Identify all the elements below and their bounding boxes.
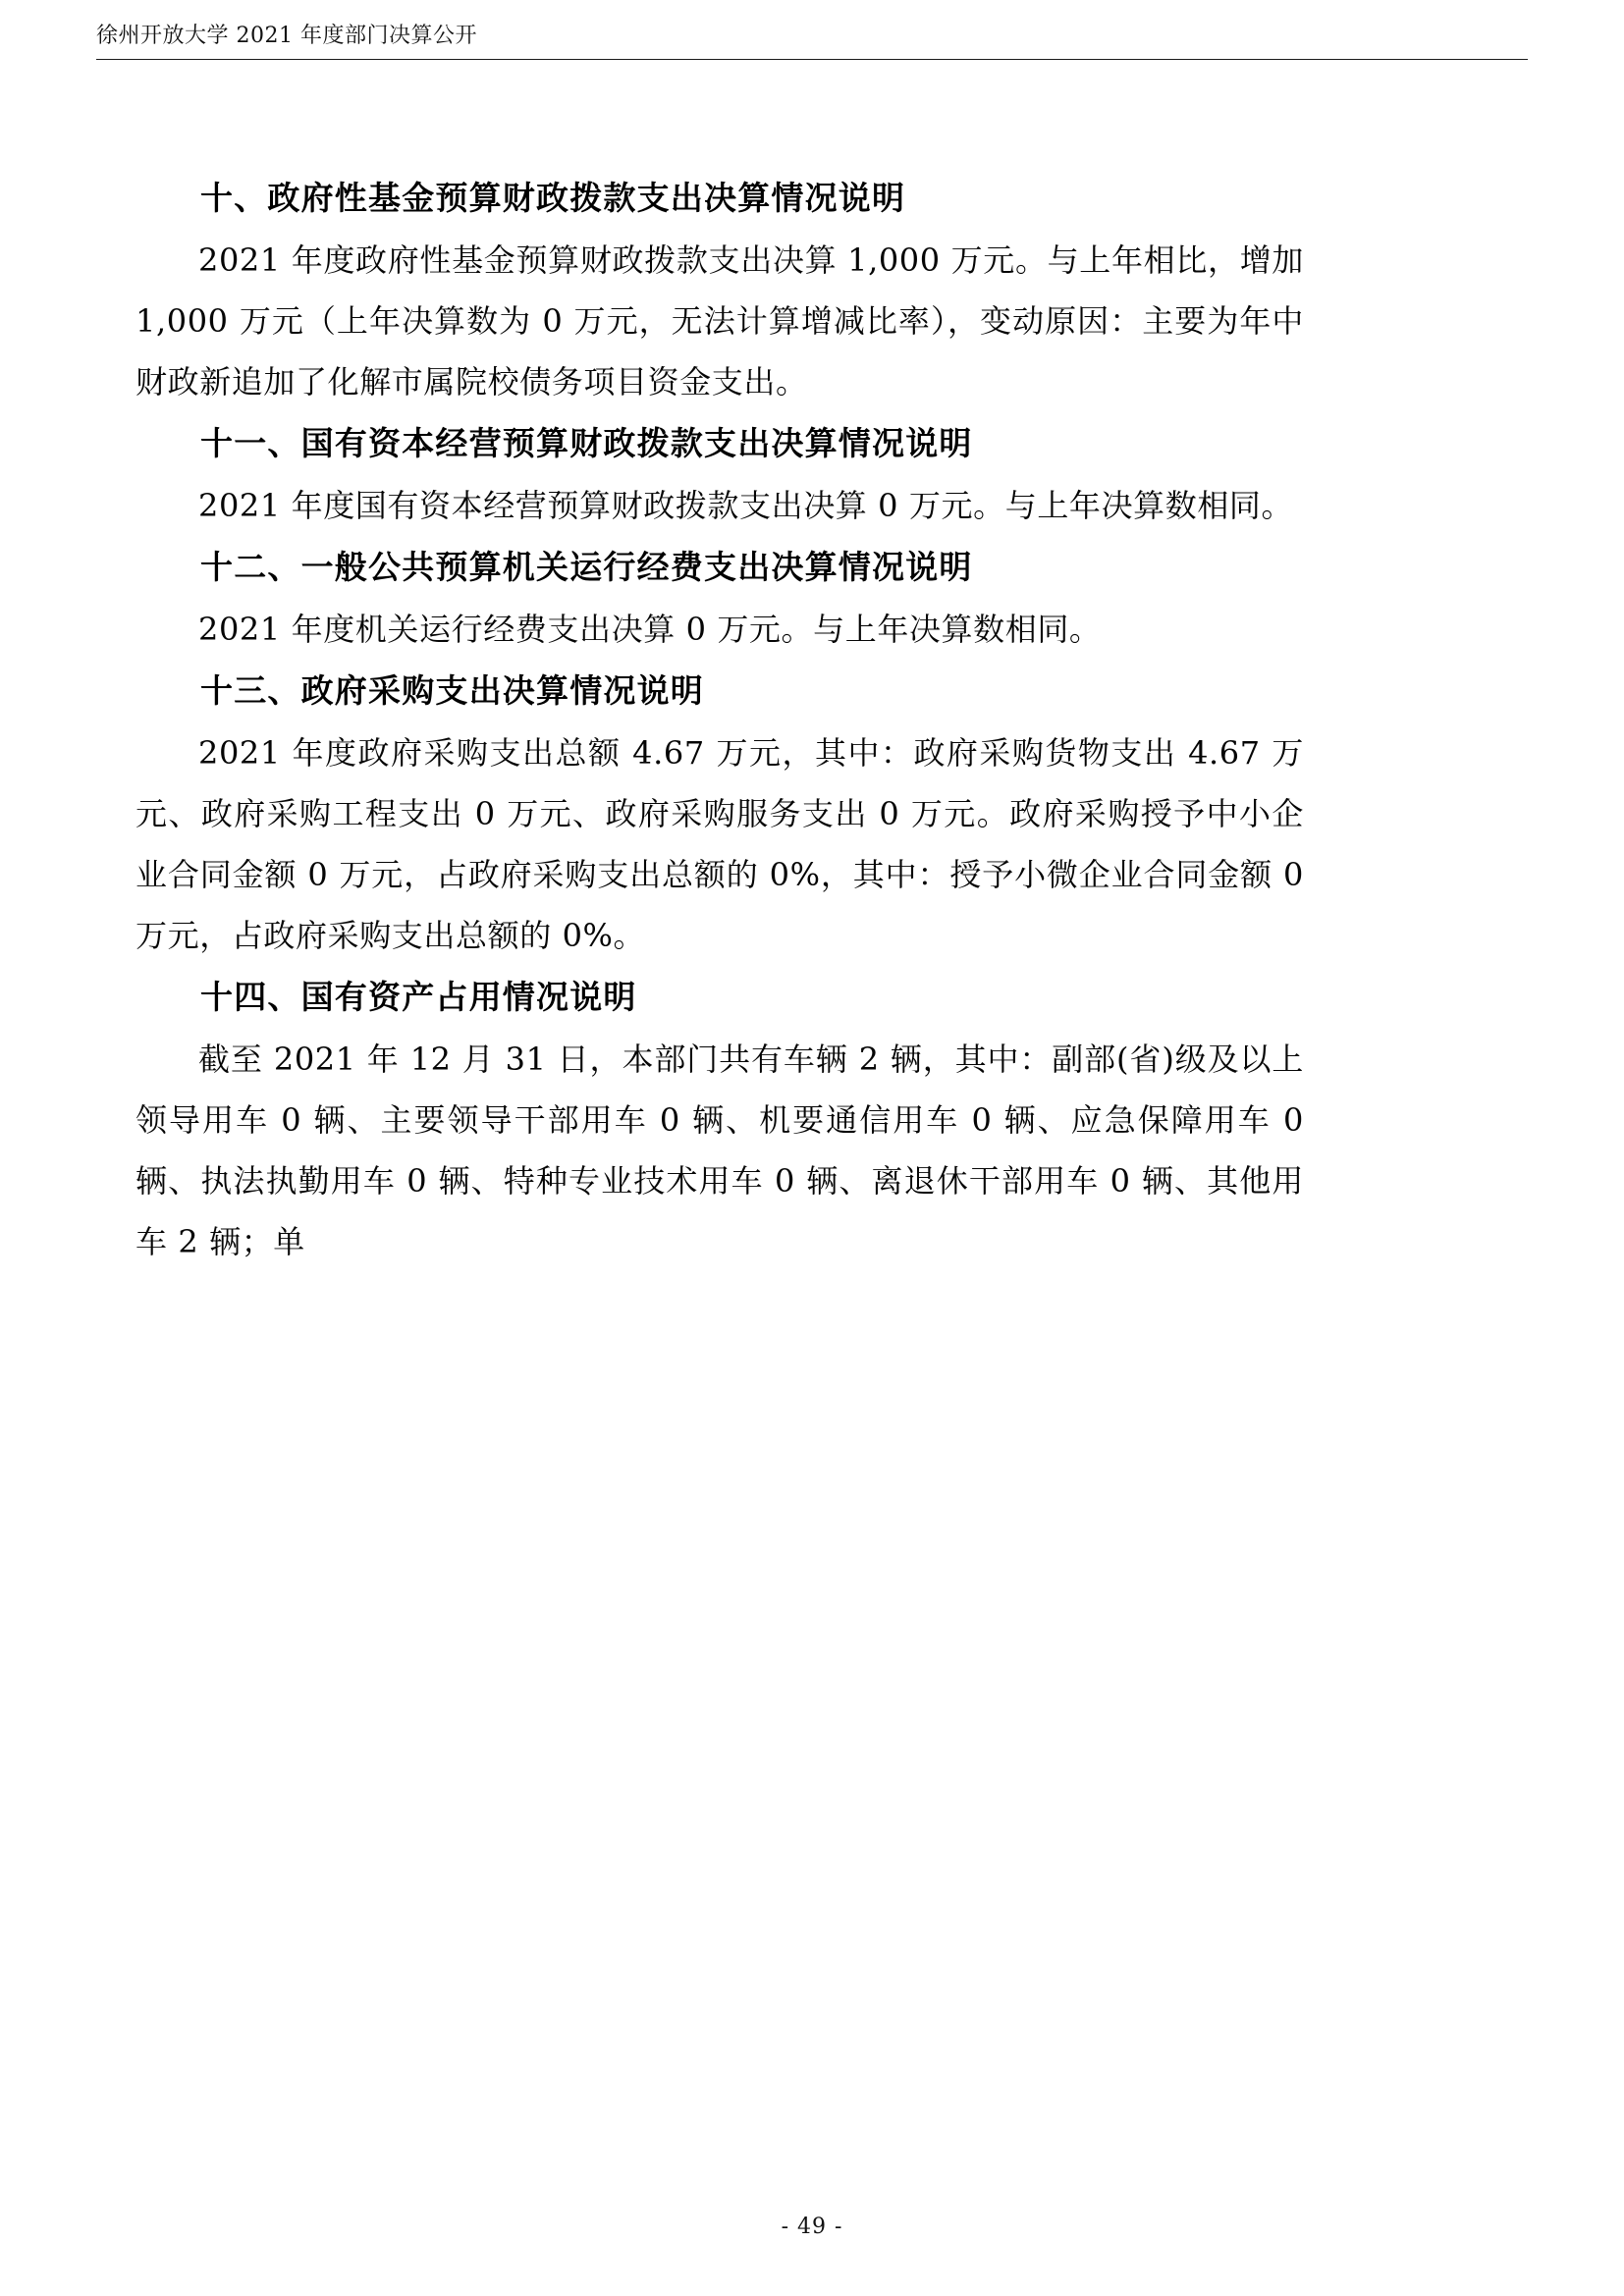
header-divider xyxy=(96,59,1528,60)
page-number: - 49 - xyxy=(781,2215,843,2239)
document-body xyxy=(135,167,1304,1272)
section-heading-13: 十三、政府采购支出决算情况说明 xyxy=(200,671,704,710)
section-paragraph-14-1: 截至 2021 年 12 月 31 日，本部门共有车辆 2 辆，其中：副部(省)级及以上领导用车 0 辆、主要领导干部用车 0 辆、机要通信用车 0 辆、应急保障用车 0 辆、执法执勤用车 0 辆、特种专业技术用车 0 辆、离退休干部用车 0 辆、其他用车 2 辆；单 xyxy=(135,1041,1304,1260)
section-paragraph-12-1: 2021 年度机关运行经费支出决算 0 万元。与上年决算数相同。 xyxy=(198,611,1102,648)
section-paragraph-11-1: 2021 年度国有资本经营预算财政拨款支出决算 0 万元。与上年决算数相同。 xyxy=(198,487,1294,524)
section-heading-10: 十、政府性基金预算财政拨款支出决算情况说明 xyxy=(200,179,906,217)
section-heading-12: 十二、一般公共预算机关运行经费支出决算情况说明 xyxy=(200,548,973,586)
section-paragraph-13-1: 2021 年度政府采购支出总额 4.67 万元，其中：政府采购货物支出 4.67 万元、政府采购工程支出 0 万元、政府采购服务支出 0 万元。政府采购授予中小企业合同金额 0 万元，占政府采购支出总额的 0%，其中：授予小微企业合同金额 0 万元，占政府采购支出总额的 0%。 xyxy=(135,734,1304,954)
section-heading-11: 十一、国有资本经营预算财政拨款支出决算情况说明 xyxy=(200,424,973,462)
header-title: 徐州开放大学 2021 年度部门决算公开 xyxy=(96,24,477,48)
section-heading-14: 十四、国有资产占用情况说明 xyxy=(200,978,637,1016)
section-paragraph-10-1: 2021 年度政府性基金预算财政拨款支出决算 1,000 万元。与上年相比，增加 1,000 万元（上年决算数为 0 万元，无法计算增减比率），变动原因：主要为年中财政新追加了化解市属院校债务项目资金支出。 xyxy=(135,241,1304,400)
page-footer xyxy=(0,2215,1624,2239)
running-header xyxy=(96,22,1528,67)
